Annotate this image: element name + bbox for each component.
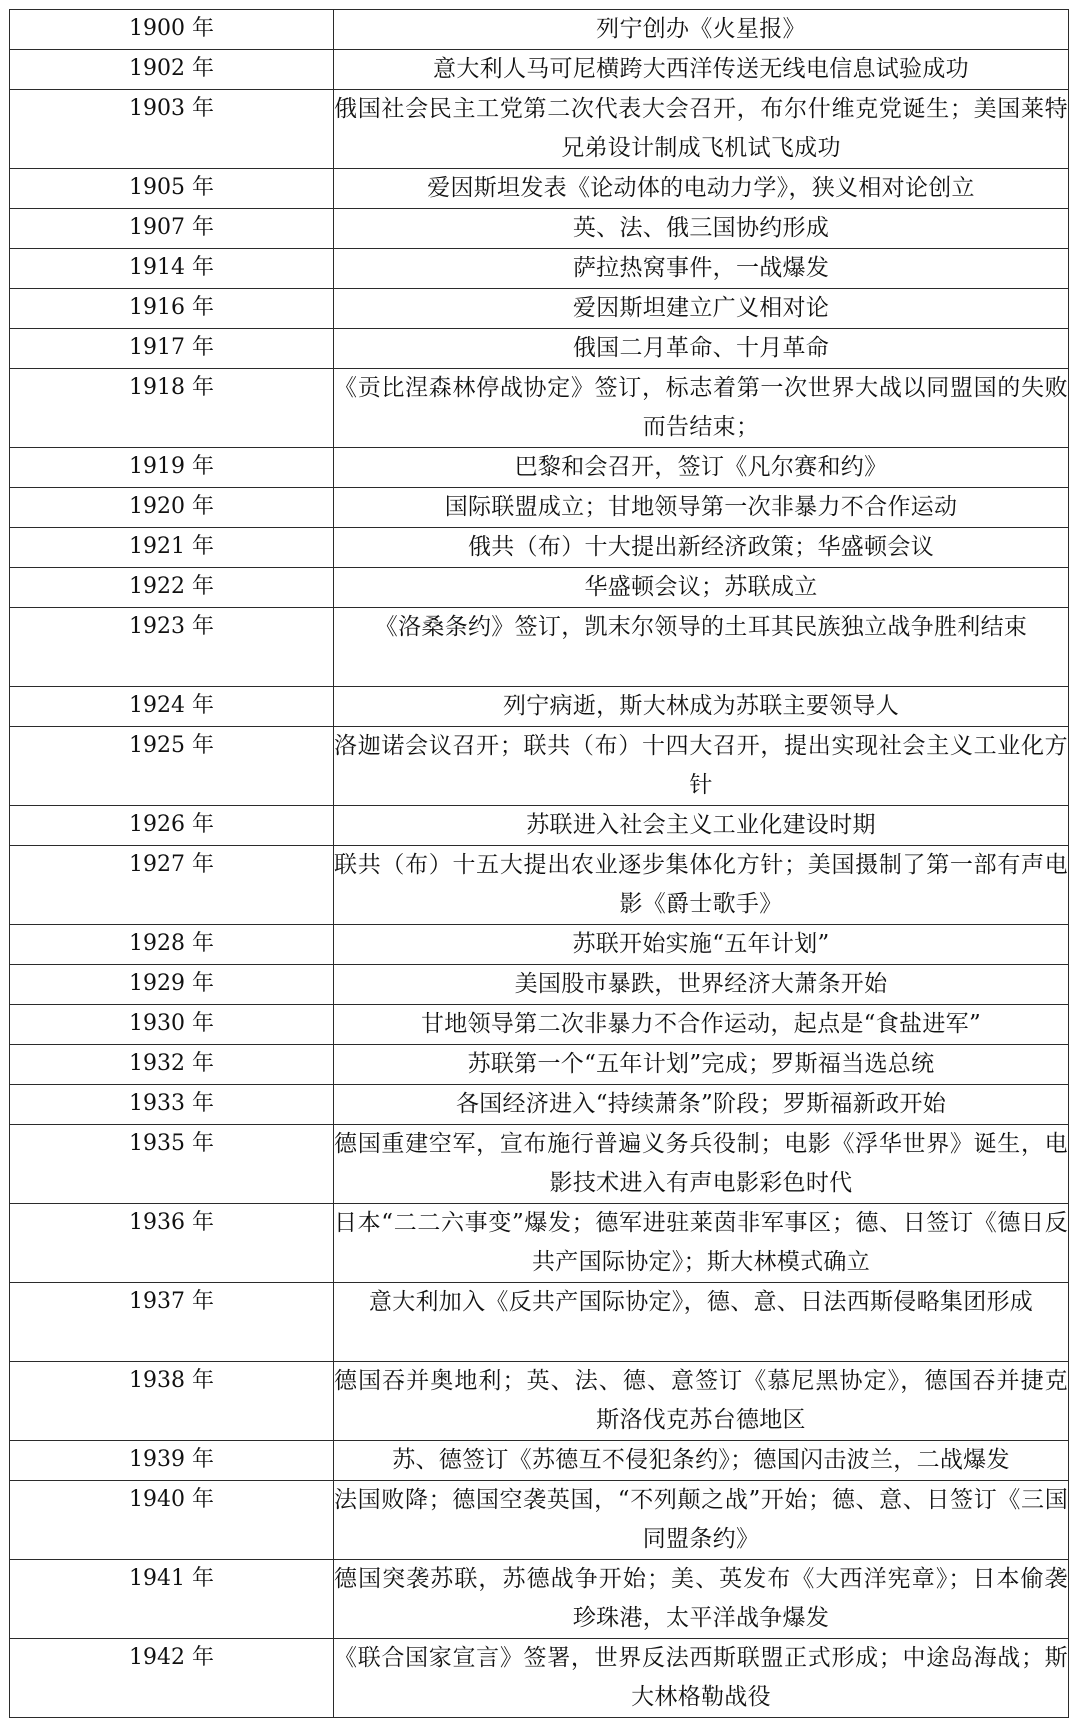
year-cell: 1914 年: [10, 249, 334, 289]
table-row: [10, 1639, 1069, 1718]
event-cell: 爱因斯坦发表《论动体的电动力学》，狭义相对论创立: [334, 169, 1069, 209]
event-cell: 洛迦诺会议召开；联共（布）十四大召开，提出实现社会主义工业化方针: [334, 727, 1069, 806]
event-cell: 苏、德签订《苏德互不侵犯条约》；德国闪击波兰，二战爆发: [334, 1441, 1069, 1481]
year-cell: 1930 年: [10, 1005, 334, 1045]
year-cell: 1933 年: [10, 1085, 334, 1125]
table-row: [10, 90, 1069, 169]
event-cell: 法国败降；德国空袭英国，“不列颠之战”开始；德、意、日签订《三国同盟条约》: [334, 1481, 1069, 1560]
event-cell: 甘地领导第二次非暴力不合作运动，起点是“食盐进军”: [334, 1005, 1069, 1045]
event-cell: 俄国二月革命、十月革命: [334, 329, 1069, 369]
table-row: [10, 925, 1069, 965]
event-cell: 巴黎和会召开，签订《凡尔赛和约》: [334, 448, 1069, 488]
timeline-page: [9, 9, 1069, 1718]
year-cell: 1938 年: [10, 1362, 334, 1441]
year-cell: 1923 年: [10, 608, 334, 687]
year-cell: 1924 年: [10, 687, 334, 727]
year-cell: 1921 年: [10, 528, 334, 568]
timeline-table: [9, 9, 1069, 1718]
event-cell: 德国吞并奥地利；英、法、德、意签订《慕尼黑协定》，德国吞并捷克斯洛伐克苏台德地区: [334, 1362, 1069, 1441]
year-cell: 1935 年: [10, 1125, 334, 1204]
year-cell: 1926 年: [10, 806, 334, 846]
table-row: [10, 289, 1069, 329]
event-cell: 苏联第一个“五年计划”完成；罗斯福当选总统: [334, 1045, 1069, 1085]
year-cell: 1929 年: [10, 965, 334, 1005]
event-cell: 《贡比涅森林停战协定》签订，标志着第一次世界大战以同盟国的失败而告结束；: [334, 369, 1069, 448]
event-cell: 《洛桑条约》签订，凯末尔领导的土耳其民族独立战争胜利结束: [334, 608, 1069, 687]
table-row: [10, 846, 1069, 925]
table-row: [10, 568, 1069, 608]
table-row: [10, 209, 1069, 249]
table-row: [10, 1204, 1069, 1283]
year-cell: 1941 年: [10, 1560, 334, 1639]
event-cell: 意大利人马可尼横跨大西洋传送无线电信息试验成功: [334, 50, 1069, 90]
table-row: [10, 806, 1069, 846]
table-row: [10, 249, 1069, 289]
year-cell: 1922 年: [10, 568, 334, 608]
year-cell: 1903 年: [10, 90, 334, 169]
table-row: [10, 369, 1069, 448]
year-cell: 1918 年: [10, 369, 334, 448]
table-row: [10, 1481, 1069, 1560]
year-cell: 1920 年: [10, 488, 334, 528]
year-cell: 1939 年: [10, 1441, 334, 1481]
event-cell: 德国突袭苏联，苏德战争开始；美、英发布《大西洋宪章》；日本偷袭珍珠港，太平洋战争爆发: [334, 1560, 1069, 1639]
year-cell: 1916 年: [10, 289, 334, 329]
event-cell: 德国重建空军，宣布施行普遍义务兵役制；电影《浮华世界》诞生，电影技术进入有声电影彩色时代: [334, 1125, 1069, 1204]
event-cell: 《联合国家宣言》签署，世界反法西斯联盟正式形成；中途岛海战；斯大林格勒战役: [334, 1639, 1069, 1718]
table-row: [10, 1362, 1069, 1441]
table-row: [10, 965, 1069, 1005]
event-cell: 意大利加入《反共产国际协定》，德、意、日法西斯侵略集团形成: [334, 1283, 1069, 1362]
table-row: [10, 1005, 1069, 1045]
table-row: [10, 687, 1069, 727]
event-cell: 国际联盟成立；甘地领导第一次非暴力不合作运动: [334, 488, 1069, 528]
event-cell: 萨拉热窝事件，一战爆发: [334, 249, 1069, 289]
event-cell: 日本“二二六事变”爆发；德军进驻莱茵非军事区；德、日签订《德日反共产国际协定》；斯大林模式确立: [334, 1204, 1069, 1283]
year-cell: 1905 年: [10, 169, 334, 209]
event-cell: 俄国社会民主工党第二次代表大会召开，布尔什维克党诞生；美国莱特兄弟设计制成飞机试飞成功: [334, 90, 1069, 169]
table-row: [10, 1085, 1069, 1125]
year-cell: 1936 年: [10, 1204, 334, 1283]
event-cell: 苏联开始实施“五年计划”: [334, 925, 1069, 965]
table-row: [10, 608, 1069, 687]
table-row: [10, 329, 1069, 369]
event-cell: 苏联进入社会主义工业化建设时期: [334, 806, 1069, 846]
table-row: [10, 488, 1069, 528]
event-cell: 列宁创办《火星报》: [334, 10, 1069, 50]
event-cell: 美国股市暴跌，世界经济大萧条开始: [334, 965, 1069, 1005]
year-cell: 1942 年: [10, 1639, 334, 1718]
table-row: [10, 1283, 1069, 1362]
table-row: [10, 528, 1069, 568]
event-cell: 俄共（布）十大提出新经济政策；华盛顿会议: [334, 528, 1069, 568]
timeline-body: [10, 10, 1069, 1718]
year-cell: 1919 年: [10, 448, 334, 488]
event-cell: 列宁病逝，斯大林成为苏联主要领导人: [334, 687, 1069, 727]
year-cell: 1927 年: [10, 846, 334, 925]
year-cell: 1907 年: [10, 209, 334, 249]
year-cell: 1940 年: [10, 1481, 334, 1560]
table-row: [10, 10, 1069, 50]
event-cell: 爱因斯坦建立广义相对论: [334, 289, 1069, 329]
table-row: [10, 1045, 1069, 1085]
event-cell: 英、法、俄三国协约形成: [334, 209, 1069, 249]
year-cell: 1932 年: [10, 1045, 334, 1085]
year-cell: 1925 年: [10, 727, 334, 806]
table-row: [10, 169, 1069, 209]
event-cell: 联共（布）十五大提出农业逐步集体化方针；美国摄制了第一部有声电影《爵士歌手》: [334, 846, 1069, 925]
table-row: [10, 448, 1069, 488]
year-cell: 1900 年: [10, 10, 334, 50]
year-cell: 1937 年: [10, 1283, 334, 1362]
year-cell: 1902 年: [10, 50, 334, 90]
table-row: [10, 1125, 1069, 1204]
table-row: [10, 727, 1069, 806]
year-cell: 1928 年: [10, 925, 334, 965]
table-row: [10, 1560, 1069, 1639]
year-cell: 1917 年: [10, 329, 334, 369]
event-cell: 华盛顿会议；苏联成立: [334, 568, 1069, 608]
table-row: [10, 50, 1069, 90]
table-row: [10, 1441, 1069, 1481]
event-cell: 各国经济进入“持续萧条”阶段；罗斯福新政开始: [334, 1085, 1069, 1125]
